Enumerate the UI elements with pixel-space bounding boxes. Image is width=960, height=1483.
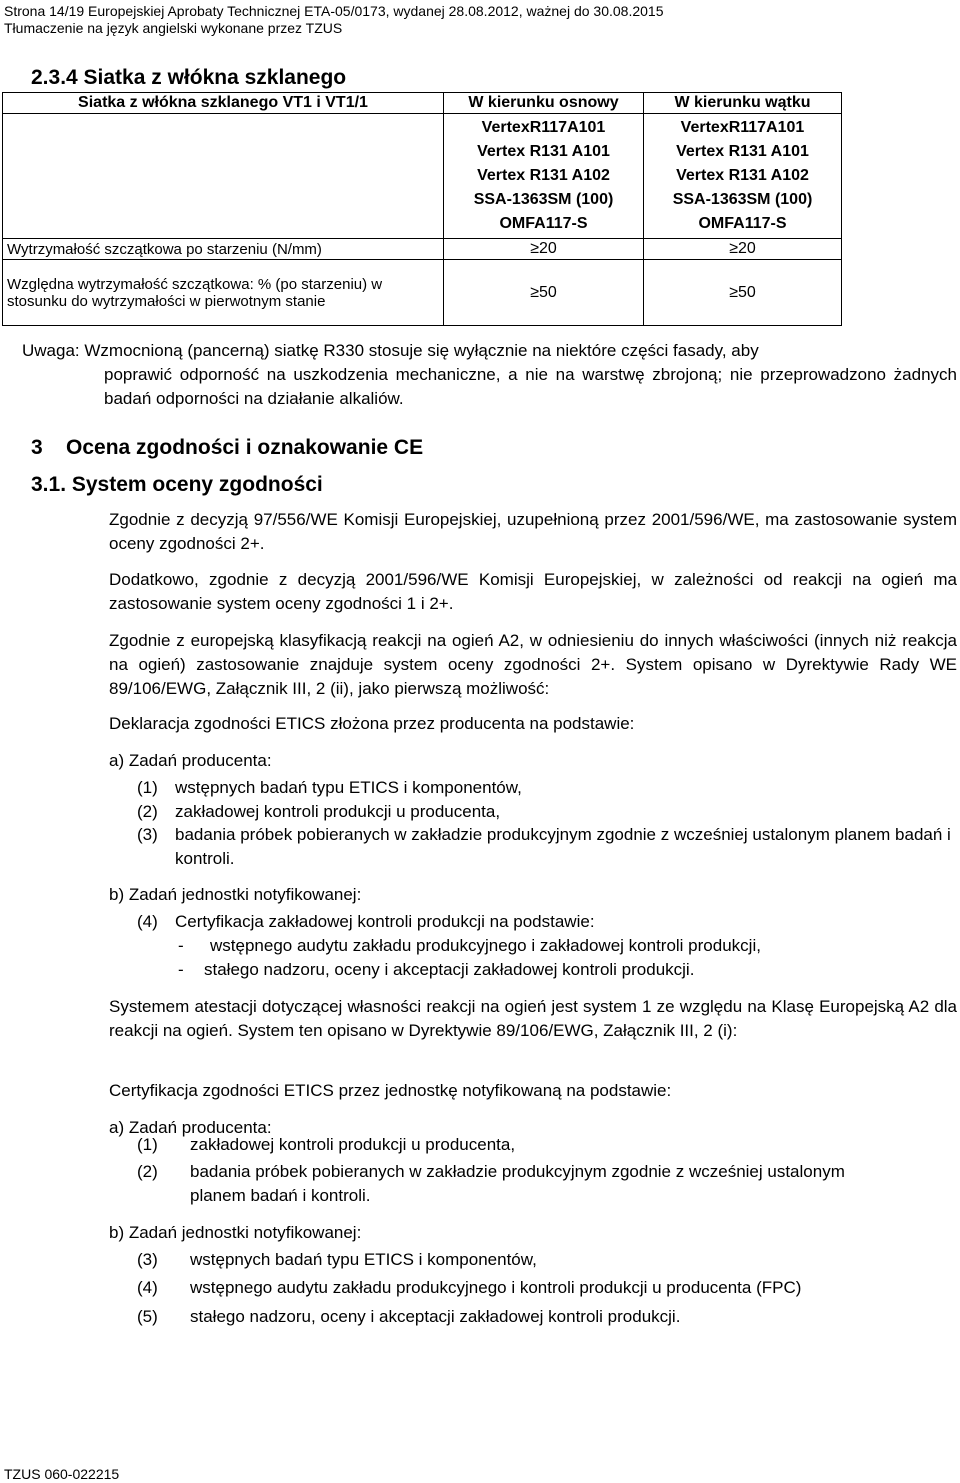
table-header-mesh: Siatka z włókna szklanego VT1 i VT1/1	[3, 93, 444, 114]
note-continuation: poprawić odporność na uszkodzenia mechaniczne, a nie na warstwę zbrojoną; nie przeprowadzono żadnych badań odporności na działanie alkaliów.	[104, 365, 957, 408]
product-name: Vertex R131 A102	[477, 167, 610, 184]
note-line-1: Uwaga: Wzmocnioną (pancerną) siatkę R330 stosuje się wyłącznie na niektóre części fasady, aby	[22, 341, 759, 360]
product-name: Vertex R131 A101	[477, 143, 610, 160]
row-value-weft: ≥20	[644, 239, 842, 260]
sub-item: stałego nadzoru, oceny i akceptacji zakładowej kontroli produkcji.	[204, 960, 695, 979]
a2-producer-title: a) Zadań producenta:	[109, 1118, 272, 1137]
list-item-number: (2)	[137, 1162, 158, 1181]
table-empty-cell	[3, 114, 444, 239]
row-label: Wytrzymałość szczątkowa po starzeniu (N/mm)	[3, 239, 444, 260]
paragraph-3: Zgodnie z europejską klasyfikacją reakcji na ogień A2, w odniesieniu do innych właściwości (innych niż reakcja na ogień) zastosowanie znajduje system oceny zgodności 2+. System opisano w Dyrektywie Rady WE 89/106/EWG, Załącznik III, 2 (ii), jako pierwszą możliwość:	[109, 631, 957, 698]
list-item: wstępnych badań typu ETICS i komponentów,	[190, 1250, 537, 1269]
list-item-number: (5)	[137, 1307, 158, 1326]
row-label-text: Względna wytrzymałość szczątkowa: % (po starzeniu) w stosunku do wytrzymałości w pierwotnym stanie	[7, 275, 383, 310]
b2-notified-body-title: b) Zadań jednostki notyfikowanej:	[109, 1223, 362, 1242]
product-name: VertexR117A101	[680, 119, 805, 136]
paragraph-1: Zgodnie z decyzją 97/556/WE Komisji Europejskiej, uzupełnioną przez 2001/596/WE, ma zastosowanie system oceny zgodności 2+.	[109, 510, 957, 553]
list-item-number: (2)	[137, 802, 158, 821]
product-name: OMFA117-S	[698, 215, 787, 232]
weft-products-cell	[644, 114, 842, 239]
section-title-2-3-4: 2.3.4 Siatka z włókna szklanego	[31, 66, 347, 89]
list-item-number: (4)	[137, 1278, 158, 1297]
table-header-warp: W kierunku osnowy	[444, 93, 644, 114]
list-item: Certyfikacja zakładowej kontroli produkcji na podstawie:	[175, 912, 595, 931]
product-name: Vertex R131 A101	[676, 143, 809, 160]
list-item-number: (3)	[137, 1250, 158, 1269]
list-item: badania próbek pobieranych w zakładzie produkcyjnym zgodnie z wcześniej ustalonym planem badań i kontroli.	[175, 825, 951, 868]
product-name: OMFA117-S	[499, 215, 588, 232]
row-value-weft: ≥50	[644, 260, 842, 326]
product-name: VertexR117A101	[481, 119, 606, 136]
product-name: SSA-1363SM (100)	[473, 191, 614, 208]
row-label	[3, 260, 444, 326]
page-header-line-1: Strona 14/19 Europejskiej Aprobaty Technicznej ETA-05/0173, wydanej 28.08.2012, ważnej do 30.08.2015	[4, 3, 664, 19]
product-name: Vertex R131 A102	[676, 167, 809, 184]
page-header-line-2: Tłumaczenie na język angielski wykonane przez TZUS	[4, 20, 343, 36]
table-row	[3, 260, 842, 326]
product-name: SSA-1363SM (100)	[672, 191, 813, 208]
sub-item: wstępnego audytu zakładu produkcyjnego i zakładowej kontroli produkcji,	[210, 936, 761, 955]
list-item: badania próbek pobieranych w zakładzie produkcyjnym zgodnie z wcześniej ustalonym planem badań i kontroli.	[190, 1162, 845, 1205]
declaration-title: Deklaracja zgodności ETICS złożona przez producenta na podstawie:	[109, 714, 635, 733]
sub-item-dash: -	[178, 936, 184, 955]
section-title-3: 3 Ocena zgodności i oznakowanie CE	[31, 436, 424, 459]
table-header-row	[3, 93, 842, 114]
row-value-warp: ≥50	[444, 260, 644, 326]
warp-products-cell	[444, 114, 644, 239]
table-products-row	[3, 114, 842, 239]
list-item-number: (3)	[137, 825, 158, 844]
list-item: wstępnego audytu zakładu produkcyjnego i kontroli produkcji u producenta (FPC)	[190, 1278, 802, 1297]
list-item-number: (4)	[137, 912, 158, 931]
sub-item-dash: -	[178, 960, 184, 979]
row-value-warp: ≥20	[444, 239, 644, 260]
paragraph-2: Dodatkowo, zgodnie z decyzją 2001/596/WE Komisji Europejskiej, w zależności od reakcji na ogień ma zastosowanie system oceny zgodności 1 i 2+.	[109, 570, 957, 613]
fiberglass-mesh-table	[2, 92, 842, 326]
page-footer: TZUS 060-022215	[4, 1466, 120, 1482]
list-item: wstępnych badań typu ETICS i komponentów,	[175, 778, 522, 797]
list-item: zakładowej kontroli produkcji u producenta,	[175, 802, 501, 821]
list-item-number: (1)	[137, 778, 158, 797]
table-row	[3, 239, 842, 260]
list-item: stałego nadzoru, oceny i akceptacji zakładowej kontroli produkcji.	[190, 1307, 681, 1326]
b-notified-body-title: b) Zadań jednostki notyfikowanej:	[109, 885, 362, 904]
a-producer-title: a) Zadań producenta:	[109, 751, 272, 770]
list-item: zakładowej kontroli produkcji u producenta,	[190, 1135, 516, 1154]
paragraph-4: Systemem atestacji dotyczącej własności reakcji na ogień jest system 1 ze względu na Klasę Europejską A2 dla reakcji na ogień. System ten opisano w Dyrektywie 89/106/EWG, Załącznik III, 2 (i):	[109, 997, 957, 1040]
certification-title: Certyfikacja zgodności ETICS przez jednostkę notyfikowaną na podstawie:	[109, 1081, 672, 1100]
table-header-weft: W kierunku wątku	[644, 93, 842, 114]
list-item-number: (1)	[137, 1135, 158, 1154]
section-title-3-1: 3.1. System oceny zgodności	[31, 473, 323, 496]
